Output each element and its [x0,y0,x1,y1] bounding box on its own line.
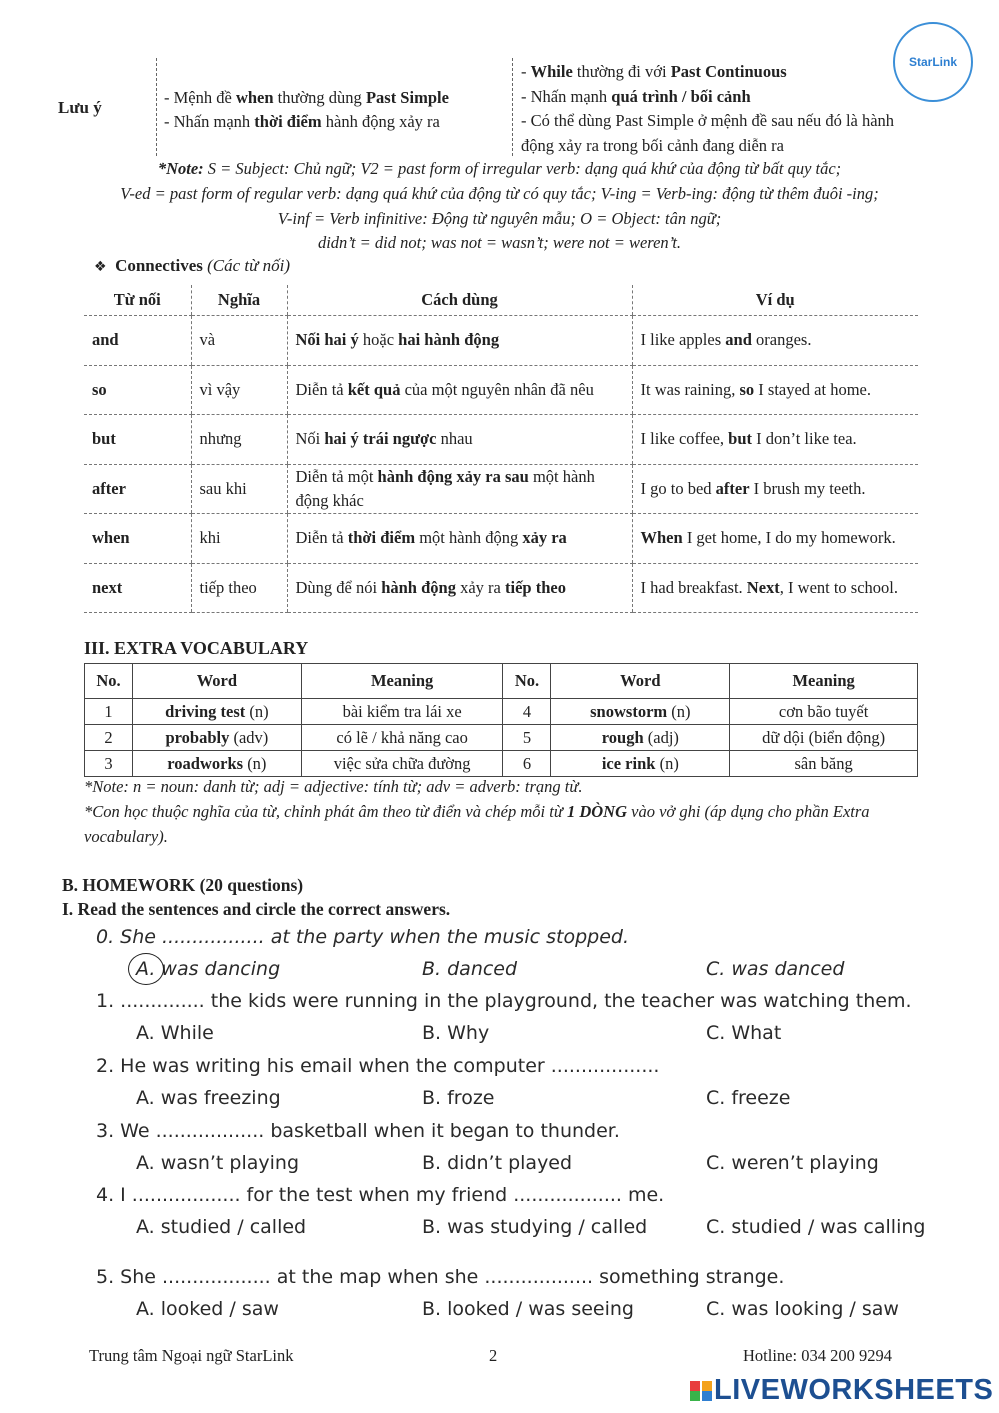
liveworksheets-logo: LIVEWORKSHEETS [690,1374,993,1407]
answer-option[interactable]: B. Why [422,1022,490,1044]
while-notes [521,60,894,158]
connectives-table [84,285,918,613]
table-row [85,725,918,751]
connective-example: I like apples and oranges. [632,316,918,366]
connective-meaning: nhưng [191,415,287,465]
table-row [85,751,918,777]
connective-word: so [84,365,191,415]
luuy-label: Lưu ý [58,98,102,117]
answer-option[interactable]: B. didn’t played [422,1152,573,1174]
answer-option[interactable]: C. studied / was calling [706,1216,926,1238]
brand-block [690,1391,700,1401]
extra-vocabulary-title: III. EXTRA VOCABULARY [84,638,309,658]
connectives-heading: ❖ Connectives (Các từ nối) [94,256,291,275]
connective-usage: Nối hai ý hoặc hai hành động [287,316,632,366]
hotline: Hotline: 034 200 9294 [743,1346,892,1365]
note-line-2: V-ed = past form of regular verb: dạng quá khứ của động từ có quy tắc; V-ing = Verb-ing: động từ thêm đuôi -ing; [120,184,879,203]
vocab-number: 6 [503,751,551,777]
vocab-number: 5 [503,725,551,751]
question-text: 2. He was writing his email when the computer .................. [96,1055,660,1077]
table-row [84,365,918,415]
connective-example: When I get home, I do my homework. [632,514,918,564]
answer-option[interactable]: B. looked / was seeing [422,1298,634,1320]
vocab-meaning: dữ dội (biển động) [730,725,918,751]
column-header: Meaning [730,664,918,699]
table-row [84,316,918,366]
vocab-word: rough (adj) [551,725,730,751]
connective-word: next [84,563,191,613]
while-note: - Có thể dùng Past Simple ở mệnh đề sau nếu đó là hành [521,111,895,130]
column-header: Meaning [301,664,503,699]
liveworksheets-blocks-icon [690,1381,714,1401]
answer-option[interactable]: A. was freezing [136,1087,281,1109]
vocab-meaning: cơn bão tuyết [730,699,918,725]
vocab-word: ice rink (n) [551,751,730,777]
vocabulary-table [84,663,918,777]
while-note: động xảy ra trong bối cảnh đang diễn ra [521,135,785,155]
question-text: 4. I .................. for the test when my friend .................. me. [96,1184,665,1206]
connective-example: I go to bed after I brush my teeth. [632,464,918,514]
answer-circle [128,953,164,985]
connective-example: I like coffee, but I don’t like tea. [632,415,918,465]
question-text: 1. .............. the kids were running in the playground, the teacher was watching them. [96,990,912,1012]
answer-option[interactable]: B. was studying / called [422,1216,648,1238]
answer-option[interactable]: A. While [136,1022,214,1044]
vocab-number: 2 [85,725,133,751]
brand-block [702,1381,712,1391]
answer-option[interactable]: B. froze [422,1087,495,1109]
connective-usage: Dùng để nói hành động xảy ra tiếp theo [287,563,632,613]
when-notes [164,86,449,134]
homework-title: B. HOMEWORK (20 questions) [62,875,304,895]
connective-meaning: tiếp theo [191,563,287,613]
column-header: Cách dùng [287,285,632,316]
footer-center-name: Trung tâm Ngoại ngữ StarLink [89,1346,294,1365]
column-header: Từ nối [84,285,191,316]
vocab-word: probably (adv) [132,725,301,751]
table-row [84,563,918,613]
vocab-word: driving test (n) [132,699,301,725]
question-text: 3. We .................. basketball when it began to thunder. [96,1120,620,1142]
connective-usage: Diễn tả kết quả của một nguyên nhân đã nêu [287,365,632,415]
note-line-4: didn’t = did not; was not = wasn’t; were not = weren’t. [317,233,682,252]
vocab-word: snowstorm (n) [551,699,730,725]
table-row [84,415,918,465]
vocab-meaning: bài kiểm tra lái xe [301,699,503,725]
starlink-logo: StarLink [893,22,973,102]
answer-option[interactable]: B. danced [422,958,518,980]
divider [512,58,513,156]
answer-option[interactable]: C. What [706,1022,782,1044]
connective-word: but [84,415,191,465]
connective-example: I had breakfast. Next, I went to school. [632,563,918,613]
vocab-number: 3 [85,751,133,777]
note-line-3: V-inf = Verb infinitive: Động từ nguyên mẫu; O = Object: tân ngữ; [277,209,722,228]
table-row [85,699,918,725]
column-header: Ví dụ [632,285,918,316]
column-header: Nghĩa [191,285,287,316]
connective-word: and [84,316,191,366]
brand-block [702,1391,712,1401]
connective-meaning: vì vậy [191,365,287,415]
answer-option[interactable]: A. studied / called [136,1216,307,1238]
while-note: - While thường đi với Past Continuous [521,62,787,81]
vocab-word: roadworks (n) [132,751,301,777]
vocab-meaning: sân băng [730,751,918,777]
connective-usage: Diễn tả thời điểm một hành động xảy ra [287,514,632,564]
note-line-1: *Note: S = Subject: Chủ ngữ; V2 = past form of irregular verb: dạng quá khứ của động từ bất quy tắc; [157,159,842,178]
question-text: 0. She ................. at the party when the music stopped. [96,926,629,948]
connective-usage: Nối hai ý trái ngược nhau [287,415,632,465]
connective-meaning: và [191,316,287,366]
diamond-bullet-icon: ❖ [94,259,107,275]
answer-option[interactable]: C. was danced [706,958,845,980]
answer-option[interactable]: C. weren’t playing [706,1152,879,1174]
column-header: Word [551,664,730,699]
connective-example: It was raining, so I stayed at home. [632,365,918,415]
column-header: Word [132,664,301,699]
page-number: 2 [489,1346,498,1365]
question-text: 5. She .................. at the map when she .................. something strange. [96,1266,785,1288]
answer-option[interactable]: A. looked / saw [136,1298,279,1320]
connective-meaning: khi [191,514,287,564]
table-row [84,514,918,564]
table-row [84,464,918,514]
divider [156,58,157,156]
column-header: No. [503,664,551,699]
connective-meaning: sau khi [191,464,287,514]
answer-option[interactable]: C. was looking / saw [706,1298,899,1320]
vocabulary-note: *Note: n = noun: danh từ; adj = adjective: tính từ; adv = adverb: trạng từ. *Con học thuộc nghĩa của từ, chỉnh phát âm theo từ điển và chép mỗi từ 1 DÒNG vào vở ghi (áp dụng cho phần Extra vocabulary). [84,777,870,846]
when-note: - Mệnh đề when thường dùng Past Simple [164,88,449,107]
vocab-number: 1 [85,699,133,725]
column-header: No. [85,664,133,699]
when-note: - Nhấn mạnh thời điểm hành động xảy ra [164,112,440,131]
connective-usage: Diễn tả một hành động xảy ra sau một hành động khác [287,464,632,514]
answer-option[interactable]: C. freeze [706,1087,791,1109]
connective-word: when [84,514,191,564]
answer-option[interactable]: A. wasn’t playing [136,1152,300,1174]
vocab-meaning: có lẽ / khả năng cao [301,725,503,751]
connective-word: after [84,464,191,514]
brand-block [690,1381,700,1391]
homework-instruction: I. Read the sentences and circle the correct answers. [62,899,451,919]
while-note: - Nhấn mạnh quá trình / bối cảnh [521,86,751,106]
vocab-meaning: việc sửa chữa đường [301,751,503,777]
answer-option[interactable]: A. was dancing [136,958,281,980]
vocab-number: 4 [503,699,551,725]
